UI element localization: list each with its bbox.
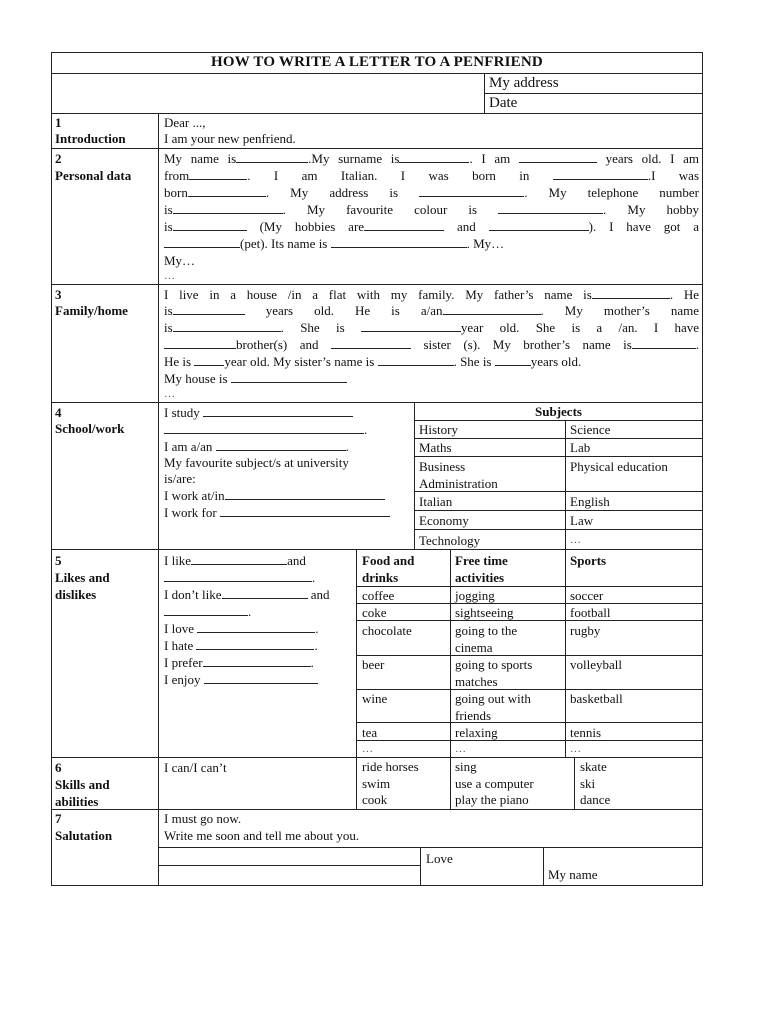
section-label-family-home: Family/home bbox=[55, 303, 128, 318]
subjects-header: Subjects bbox=[535, 404, 582, 419]
family-line: is . She is year old. She is a /an. I have bbox=[164, 320, 699, 335]
subject-cell: History bbox=[419, 422, 458, 437]
likes-cell: beer bbox=[362, 657, 385, 672]
likes-cell: going to sports matches bbox=[455, 657, 533, 689]
likes-cell: coke bbox=[362, 605, 387, 620]
page-title: HOW TO WRITE A LETTER TO A PENFRIEND bbox=[211, 54, 543, 70]
intro-line: Dear ..., bbox=[164, 115, 206, 130]
section-number: 5 bbox=[55, 553, 62, 568]
likes-line: I enjoy bbox=[164, 671, 318, 688]
personal-line: is . My favourite colour is . My hobby bbox=[164, 202, 699, 217]
date-label: Date bbox=[489, 95, 518, 111]
likes-cell: basketball bbox=[570, 691, 623, 706]
subject-cell: Maths bbox=[419, 440, 452, 455]
personal-line: from . I am Italian. I was born in .I was bbox=[164, 168, 699, 183]
column-header-sports: Sports bbox=[570, 553, 607, 568]
likes-cell: football bbox=[570, 605, 611, 620]
school-line: I work for bbox=[164, 504, 390, 521]
personal-line: is (My hobbies are and ). I have got a bbox=[164, 219, 699, 234]
likes-cell: jogging bbox=[455, 588, 495, 603]
section-label-likes-dislikes: Likes and dislikes bbox=[55, 570, 110, 602]
subject-cell: … bbox=[570, 534, 581, 546]
school-line: I study bbox=[164, 404, 353, 421]
likes-line: I love . bbox=[164, 621, 319, 636]
likes-cell: … bbox=[570, 743, 581, 755]
likes-cell: tennis bbox=[570, 725, 602, 740]
column-header-food: Food and drinks bbox=[362, 553, 415, 585]
likes-cell: coffee bbox=[362, 588, 395, 603]
my-name-label: My name bbox=[548, 867, 598, 882]
personal-line: … bbox=[164, 270, 175, 282]
section-label-skills-abilities: Skills and abilities bbox=[55, 777, 110, 809]
skills-text: I can/I can’t bbox=[164, 760, 227, 775]
likes-cell: relaxing bbox=[455, 725, 498, 740]
skills-column: skate ski dance bbox=[580, 759, 611, 807]
likes-cell: wine bbox=[362, 691, 388, 706]
likes-cell: sightseeing bbox=[455, 605, 514, 620]
section-number: 2 bbox=[55, 151, 62, 166]
family-line: He is year old. My sister’s name is . She is years old. bbox=[164, 354, 582, 369]
family-line: … bbox=[164, 388, 175, 400]
section-number: 3 bbox=[55, 287, 62, 302]
school-line: I am a/an . bbox=[164, 439, 349, 454]
section-label-personal-data: Personal data bbox=[55, 168, 132, 183]
likes-cell: … bbox=[455, 743, 466, 755]
love-label: Love bbox=[426, 851, 453, 866]
likes-line: I hate . bbox=[164, 638, 318, 653]
skills-column: ride horses swim cook bbox=[362, 759, 419, 807]
subject-cell: Law bbox=[570, 513, 594, 528]
likes-cell: tea bbox=[362, 725, 378, 740]
school-line: . bbox=[164, 421, 367, 438]
section-number: 7 bbox=[55, 811, 62, 826]
school-line: I work at/in bbox=[164, 487, 385, 504]
section-number: 4 bbox=[55, 405, 62, 420]
skills-column: sing use a computer play the piano bbox=[455, 759, 534, 807]
salutation-line: I must go now. bbox=[164, 811, 242, 826]
likes-cell: going to the cinema bbox=[455, 623, 518, 655]
subject-cell: Lab bbox=[570, 440, 591, 455]
likes-cell: going out with friends bbox=[455, 691, 531, 723]
likes-line: I prefer . bbox=[164, 655, 314, 670]
personal-line: My name is .My surname is . I am years old. I am bbox=[164, 151, 699, 166]
subject-cell: Physical education bbox=[570, 459, 668, 474]
likes-cell: … bbox=[362, 743, 373, 755]
school-line: is/are: bbox=[164, 471, 196, 486]
subject-cell: Economy bbox=[419, 513, 469, 528]
section-number: 6 bbox=[55, 760, 62, 775]
column-header-free-time: Free time activities bbox=[455, 553, 508, 585]
subject-cell: Technology bbox=[419, 533, 481, 548]
subject-cell: Italian bbox=[419, 494, 453, 509]
likes-line: . bbox=[164, 569, 315, 586]
family-line: I live in a house /in a flat with my family. My father’s name is . He bbox=[164, 287, 699, 302]
family-line: is years old. He is a/an . My mother’s name bbox=[164, 303, 699, 318]
personal-line: born . My address is . My telephone number bbox=[164, 185, 700, 200]
section-label-introduction: Introduction bbox=[55, 131, 126, 146]
likes-line: I don’t like and bbox=[164, 587, 330, 602]
likes-cell: volleyball bbox=[570, 657, 622, 672]
likes-cell: soccer bbox=[570, 588, 604, 603]
school-line: My favourite subject/s at university bbox=[164, 455, 349, 470]
section-label-school-work: School/work bbox=[55, 421, 125, 436]
subject-cell: English bbox=[570, 494, 610, 509]
family-line: brother(s) and sister (s). My brother’s name is . bbox=[164, 336, 699, 353]
likes-line: . bbox=[164, 603, 251, 620]
my-address-label: My address bbox=[489, 75, 559, 91]
subject-cell: Business Administration bbox=[419, 459, 498, 491]
personal-line: (pet). Its name is . My… bbox=[164, 235, 504, 252]
subject-cell: Science bbox=[570, 422, 611, 437]
likes-cell: rugby bbox=[570, 623, 601, 638]
salutation-line: Write me soon and tell me about you. bbox=[164, 828, 360, 843]
family-line: My house is bbox=[164, 370, 347, 387]
personal-line: My… bbox=[164, 253, 196, 268]
intro-line: I am your new penfriend. bbox=[164, 131, 296, 146]
likes-line: I like and bbox=[164, 553, 306, 568]
section-label-salutation: Salutation bbox=[55, 828, 113, 843]
likes-cell: chocolate bbox=[362, 623, 412, 638]
section-number: 1 bbox=[55, 115, 62, 130]
